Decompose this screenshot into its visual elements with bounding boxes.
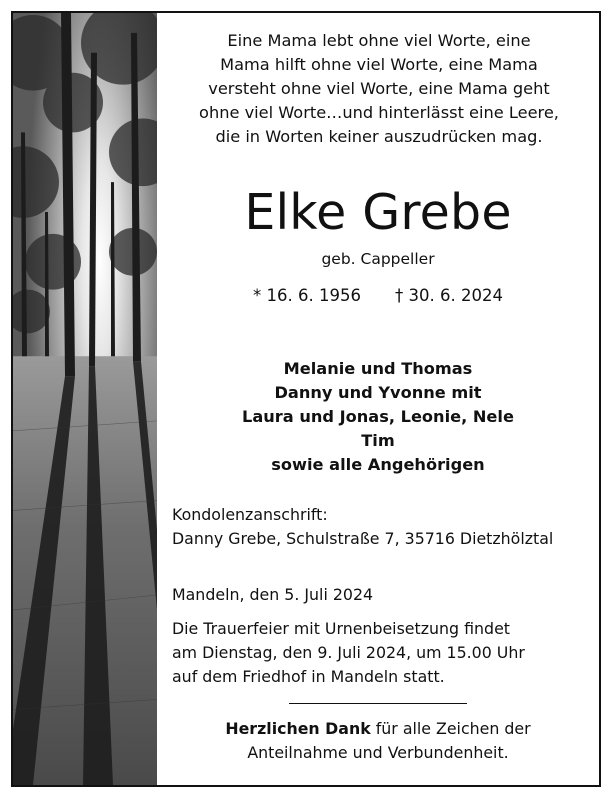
service-line: Die Trauerfeier mit Urnenbeisetzung findet (172, 619, 510, 638)
mourners-list (157, 357, 599, 477)
deceased-name: Elke Grebe (244, 184, 512, 241)
memorial-poem (167, 29, 591, 149)
service-line: am Dienstag, den 9. Juli 2024, um 15.00 Uhr (172, 643, 525, 662)
birth-date: * 16. 6. 1956 (253, 286, 361, 305)
poem-line: versteht ohne viel Worte, eine Mama geht (208, 79, 550, 98)
obituary-text-column (157, 13, 599, 785)
condolence-address-text: Danny Grebe, Schulstraße 7, 35716 Dietzhölztal (172, 529, 554, 548)
mourner-line: sowie alle Angehörigen (271, 455, 485, 474)
life-dates (157, 285, 599, 307)
thanks-line-rest: für alle Zeichen der (370, 719, 531, 738)
tree-park-photo-icon (13, 13, 157, 785)
birth-name: geb. Cappeller (321, 250, 435, 268)
obituary-frame (11, 11, 601, 787)
mourner-line: Danny und Yvonne mit (274, 383, 482, 402)
condolence-address (172, 503, 595, 551)
mourner-line: Melanie und Thomas (283, 359, 473, 378)
mourner-line: Tim (361, 431, 395, 450)
poem-line: die in Worten keiner auszudrücken mag. (215, 127, 543, 146)
place-and-date: Mandeln, den 5. Juli 2024 (172, 585, 374, 604)
condolence-label: Kondolenzanschrift: (172, 505, 328, 524)
death-date: † 30. 6. 2024 (395, 286, 503, 305)
thanks-note (157, 717, 599, 765)
poem-line: ohne viel Worte…und hinterlässt eine Leere, (199, 103, 559, 122)
thanks-bold: Herzlichen Dank (225, 719, 371, 738)
poem-line: Eine Mama lebt ohne viel Worte, eine (227, 31, 531, 50)
divider-line (289, 703, 467, 704)
thanks-line: Anteilnahme und Verbundenheit. (247, 743, 509, 762)
service-line: auf dem Friedhof in Mandeln statt. (172, 667, 445, 686)
poem-line: Mama hilft ohne viel Worte, eine Mama (220, 55, 538, 74)
mourner-line: Laura und Jonas, Leonie, Nele (242, 407, 514, 426)
funeral-service-info (172, 617, 595, 689)
